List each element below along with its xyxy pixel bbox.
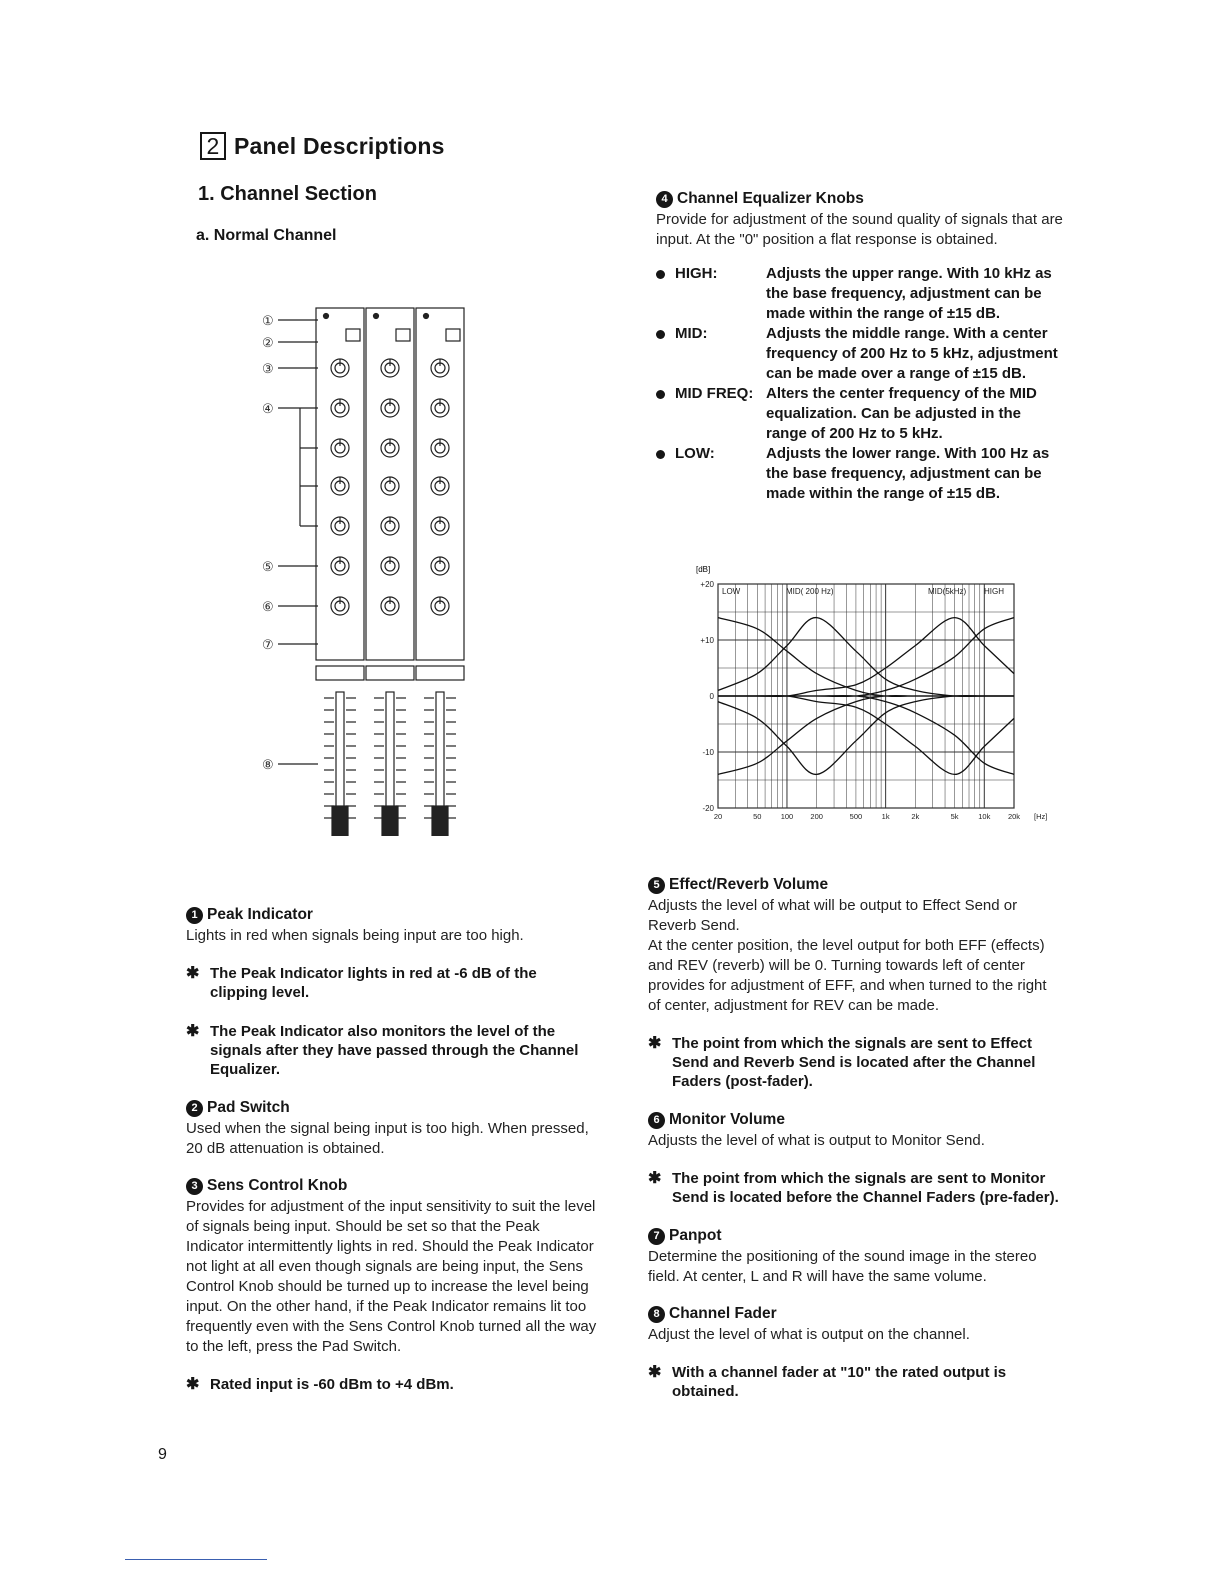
bullet-icon: [656, 450, 665, 459]
sens-control-block: [186, 1177, 598, 1394]
x-tick-label: 20: [713, 812, 723, 821]
pad-switch-block: [186, 1099, 598, 1159]
eq-curve: [718, 618, 1014, 697]
asterisk-icon: ✱: [186, 1023, 200, 1040]
eq-curve: [718, 618, 1014, 697]
note: [648, 1034, 1060, 1091]
eq-label: [656, 384, 766, 444]
asterisk-icon: ✱: [648, 1035, 662, 1052]
note-text: The point from which the signals are sent to Monitor Send is located before the Channel Faders (pre-fader).: [672, 1170, 1059, 1206]
note-text: Rated input is -60 dBm to +4 dBm.: [210, 1376, 454, 1393]
item-number: 3: [186, 1178, 203, 1195]
y-axis-label: [dB]: [696, 565, 711, 574]
bullet-icon: [656, 390, 665, 399]
eq-row-high: [656, 264, 1066, 324]
eq-block: [656, 190, 1066, 504]
note-text: The point from which the signals are sent to Effect Send and Reverb Send is located after the Channel Faders (post-fader).: [672, 1035, 1036, 1090]
eq-curve: [718, 618, 1014, 697]
x-tick-label: 5k: [950, 812, 959, 821]
channel-fader-block: [648, 1305, 1060, 1401]
right-column: [648, 876, 1060, 1401]
peak-led: [424, 314, 429, 319]
eq-curve: [718, 696, 1014, 775]
item-number: 7: [648, 1228, 665, 1245]
eq-desc: Adjusts the upper range. With 10 kHz as the base frequency, adjustment can be made within the range of ±15 dB.: [766, 265, 1052, 322]
item-number: 4: [656, 191, 673, 208]
sens-control-title: Sens Control Knob: [207, 1177, 348, 1194]
callout-label: ⑧: [262, 757, 274, 772]
section-number: 2: [200, 132, 226, 160]
asterisk-icon: ✱: [648, 1170, 662, 1187]
peak-led: [324, 314, 329, 319]
pad-switch: [396, 329, 410, 341]
band-label: HIGH: [984, 587, 1004, 596]
y-tick-label: +10: [700, 636, 714, 645]
scribble-strip: [366, 666, 414, 680]
eq-row-mid-freq: [656, 384, 1066, 444]
panpot-title: Panpot: [669, 1227, 722, 1244]
callout-label: ③: [262, 361, 274, 376]
section-title: Panel Descriptions: [234, 133, 445, 159]
pad-switch: [346, 329, 360, 341]
pad-switch-title: Pad Switch: [207, 1099, 290, 1116]
bullet-icon: [656, 330, 665, 339]
peak-led: [374, 314, 379, 319]
callout-label: ⑥: [262, 599, 274, 614]
band-label: MID( 200 Hz): [786, 587, 834, 596]
asterisk-icon: ✱: [648, 1364, 662, 1381]
eq-label-text: MID FREQ:: [675, 385, 754, 402]
pad-switch: [446, 329, 460, 341]
note-text: With a channel fader at "10" the rated output is obtained.: [672, 1364, 1007, 1400]
item-number: 8: [648, 1306, 665, 1323]
band-label: MID(5kHz): [928, 587, 967, 596]
bullet-icon: [656, 270, 665, 279]
note: [648, 1169, 1060, 1207]
monitor-volume-text: Adjusts the level of what is output to Monitor Send.: [648, 1132, 985, 1149]
sens-control-text: Provides for adjustment of the input sensitivity to suit the level of signals being input. Should be set so that the Peak Indicator intermittently lights in red. Should the Peak Indicator not light at all even though signals are being input, the Sens Control Knob should be turned up to increase the level being input. On the other hand, if the Peak Indicator remains lit too frequently even with the Sens Control Knob turned all the way to the left, press the Pad Switch.: [186, 1198, 597, 1355]
eq-list: [656, 264, 1066, 504]
eq-text: Provide for adjustment of the sound quality of signals that are input. At the "0" position a flat response is obtained.: [656, 211, 1063, 248]
item-title: [186, 1177, 598, 1195]
fader-knob: [432, 806, 448, 836]
eq-curve: [718, 696, 1014, 775]
eq-label: [656, 264, 766, 324]
item-title: [186, 1099, 598, 1117]
item-title: [656, 190, 1066, 208]
peak-indicator-block: [186, 906, 598, 1079]
peak-indicator-text: Lights in red when signals being input are too high.: [186, 927, 524, 944]
eq-row-low: [656, 444, 1066, 504]
note-text: The Peak Indicator lights in red at -6 dB of the clipping level.: [210, 965, 537, 1001]
x-unit-label: [Hz]: [1034, 812, 1048, 821]
channel-fader-text: Adjust the level of what is output on the channel.: [648, 1326, 970, 1343]
callout-label: ⑤: [262, 559, 274, 574]
scribble-strip: [316, 666, 364, 680]
y-tick-label: 0: [709, 692, 714, 701]
x-tick-label: 50: [753, 812, 762, 821]
x-tick-label: 20k: [1007, 812, 1021, 821]
effect-reverb-text-2: At the center position, the level output for both EFF (effects) and REV (reverb) will be 0. Turning towards left of center provides for adjustment of EFF, and when turned to the right of center, adjustment for REV can be made.: [648, 937, 1047, 1014]
monitor-volume-title: Monitor Volume: [669, 1111, 785, 1128]
note: [186, 1375, 598, 1394]
eq-desc: Alters the center frequency of the MID equalization. Can be adjusted in the range of 200 Hz to 5 kHz.: [766, 385, 1037, 442]
footer-rule: [125, 1559, 267, 1560]
eq-label: [656, 444, 766, 504]
eq-row-mid: [656, 324, 1066, 384]
note: [186, 964, 598, 1002]
subsubsection-title: a. Normal Channel: [196, 227, 337, 244]
eq-label: [656, 324, 766, 384]
section-heading: [200, 132, 445, 160]
pad-switch-text: Used when the signal being input is too high. When pressed, 20 dB attenuation is obtained.: [186, 1120, 589, 1157]
item-title: [648, 1227, 1060, 1245]
eq-curve: [718, 696, 1014, 775]
item-title: [186, 906, 598, 924]
callout-label: ①: [262, 313, 274, 328]
y-tick-label: -20: [702, 804, 714, 813]
callout-label: ⑦: [262, 637, 274, 652]
monitor-volume-block: [648, 1111, 1060, 1207]
note: [648, 1363, 1060, 1401]
eq-desc: Adjusts the middle range. With a center frequency of 200 Hz to 5 kHz, adjustment can be made over a range of ±15 dB.: [766, 325, 1058, 382]
channel-fader-title: Channel Fader: [669, 1305, 777, 1322]
peak-indicator-title: Peak Indicator: [207, 906, 313, 923]
panpot-text: Determine the positioning of the sound image in the stereo field. At center, L and R will have the same volume.: [648, 1248, 1037, 1285]
eq-response-chart: [680, 560, 1060, 832]
effect-reverb-text: Adjusts the level of what will be output to Effect Send or Reverb Send.: [648, 897, 1018, 934]
x-tick-label: 500: [849, 812, 863, 821]
item-number: 5: [648, 877, 665, 894]
x-tick-label: 100: [780, 812, 794, 821]
eq-title: Channel Equalizer Knobs: [677, 190, 864, 207]
band-label: LOW: [722, 587, 741, 596]
item-number: 1: [186, 907, 203, 924]
scribble-strip: [416, 666, 464, 680]
item-title: [648, 1305, 1060, 1323]
asterisk-icon: ✱: [186, 965, 200, 982]
item-number: 6: [648, 1112, 665, 1129]
fader-knob: [382, 806, 398, 836]
fader-knob: [332, 806, 348, 836]
effect-reverb-block: [648, 876, 1060, 1091]
y-tick-label: +20: [700, 580, 714, 589]
eq-curve: [718, 696, 1014, 775]
x-tick-label: 10k: [978, 812, 991, 821]
item-number: 2: [186, 1100, 203, 1117]
x-tick-label: 1k: [881, 812, 890, 821]
item-title: [648, 1111, 1060, 1129]
eq-label-text: MID:: [675, 325, 708, 342]
asterisk-icon: ✱: [186, 1376, 200, 1393]
eq-curve: [718, 618, 1014, 697]
panpot-block: [648, 1227, 1060, 1287]
effect-reverb-title: Effect/Reverb Volume: [669, 876, 829, 893]
x-tick-label: 200: [810, 812, 823, 821]
callout-label: ④: [262, 401, 274, 416]
y-tick-label: -10: [702, 748, 714, 757]
x-tick-label: 2k: [911, 812, 920, 821]
eq-desc: Adjusts the lower range. With 100 Hz as the base frequency, adjustment can be made within the range of ±15 dB.: [766, 445, 1050, 502]
note-text: The Peak Indicator also monitors the level of the signals after they have passed through the Channel Equalizer.: [210, 1023, 579, 1078]
eq-label-text: LOW:: [675, 445, 715, 462]
item-title: [648, 876, 1060, 894]
eq-label-text: HIGH:: [675, 265, 718, 282]
subsection-title: 1. Channel Section: [198, 183, 377, 205]
callout-label: ②: [262, 335, 274, 350]
note: [186, 1022, 598, 1079]
left-column: [186, 906, 598, 1394]
channel-strip-figure: [260, 296, 480, 836]
page-number: 9: [158, 1446, 167, 1463]
